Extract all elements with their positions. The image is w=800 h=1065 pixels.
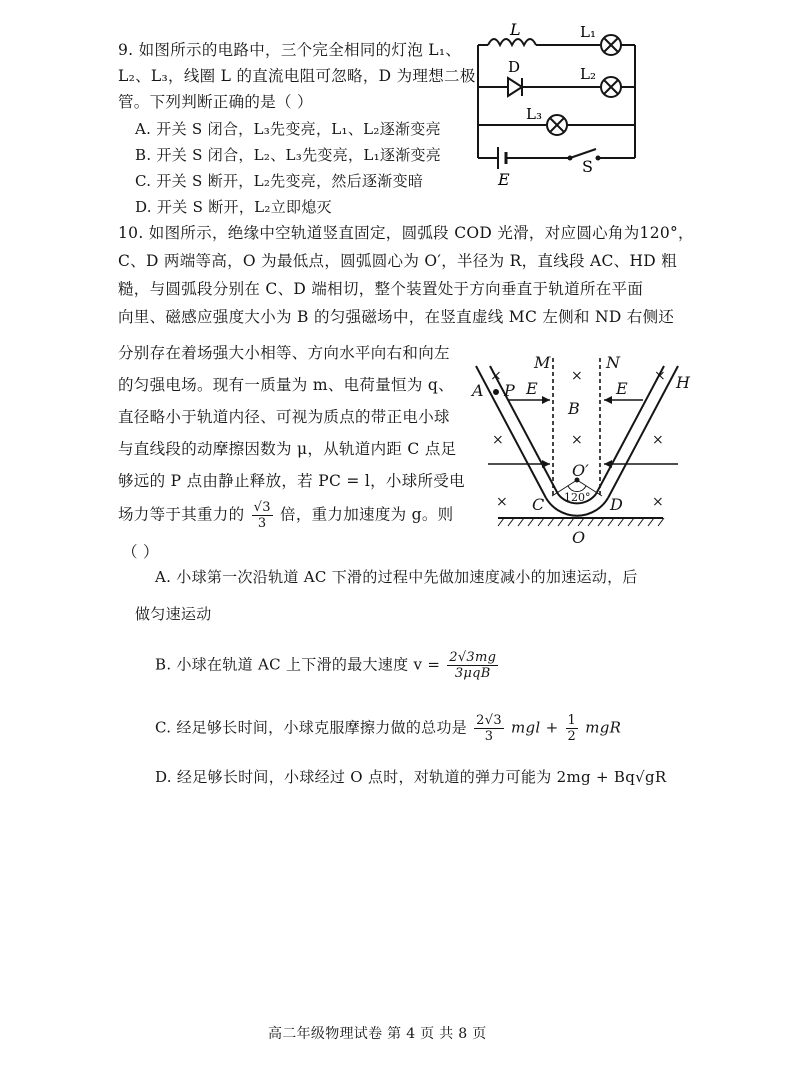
label-l2: L₂	[580, 65, 596, 83]
label-angle: 120°	[564, 491, 591, 504]
q9-line-3: 管。下列判断正确的是（ ）	[118, 93, 313, 111]
label-a: A	[472, 381, 484, 400]
label-e-right: E	[616, 379, 628, 398]
q9-option-c: C. 开关 S 断开，L₂先变亮，然后逐渐变暗	[135, 172, 424, 190]
q9-option-b: B. 开关 S 闭合，L₂、L₃先变亮，L₁逐渐变亮	[135, 146, 442, 164]
label-d: D	[610, 495, 623, 514]
option-c-mgl: mgl +	[510, 718, 559, 737]
cross-mark: ×	[490, 368, 502, 384]
cross-mark: ×	[496, 494, 508, 510]
q10-line-6: 的匀强电场。现有一质量为 m、电荷量恒为 q、	[118, 376, 454, 394]
q9-line-1: 9. 如图所示的电路中，三个完全相同的灯泡 L₁、	[118, 41, 462, 59]
q10-option-a-line-2: 做匀速运动	[135, 605, 212, 623]
cross-mark: ×	[571, 432, 583, 448]
fraction-numerator: 2√3mg	[449, 650, 497, 665]
option-c-mgr: mgR	[585, 718, 622, 737]
fraction-denominator: 3μqB	[454, 666, 491, 681]
fraction-denominator: 2	[567, 729, 577, 744]
track-diagram	[468, 348, 698, 548]
cross-mark: ×	[654, 368, 666, 384]
label-s: S	[582, 157, 593, 176]
sqrt3-over-3-fraction	[252, 500, 273, 531]
label-c: C	[532, 495, 545, 514]
q10-option-c	[155, 713, 621, 744]
q10-line-5: 分别存在着场强大小相等、方向水平向右和向左	[118, 344, 450, 362]
q10-option-b	[155, 650, 500, 681]
fraction-denominator: 3	[257, 516, 267, 531]
label-o: O	[572, 528, 586, 547]
option-b-text: B. 小球在轨道 AC 上下滑的最大速度 v =	[155, 655, 441, 674]
inductor-coil	[488, 39, 536, 45]
q9-option-a: A. 开关 S 闭合，L₃先变亮，L₁、L₂逐渐变亮	[135, 120, 441, 138]
q10-line-10-start: 场力等于其重力的	[118, 505, 245, 524]
fraction-2sqrt3-over-3	[474, 713, 504, 744]
label-l3: L₃	[526, 105, 542, 123]
q9-option-d: D. 开关 S 断开，L₂立即熄灭	[135, 198, 332, 216]
q10-line-1: 10. 如图所示，绝缘中空轨道竖直固定，圆弧段 COD 光滑，对应圆心角为120°，	[118, 224, 694, 242]
q10-line-7: 直径略小于轨道内径、可视为质点的带正电小球	[118, 408, 450, 426]
label-e: E	[498, 170, 510, 189]
max-velocity-fraction	[447, 650, 498, 681]
label-p: P	[504, 381, 515, 400]
fraction-one-half	[566, 713, 579, 744]
label-l: L	[510, 20, 521, 39]
fraction-denominator: 3	[484, 729, 494, 744]
q10-line-9: 够远的 P 点由静止释放，若 PC = l，小球所受电	[118, 472, 465, 490]
q10-line-4: 向里、磁感应强度大小为 B 的匀强磁场中，在竖直虚线 MC 左侧和 ND 右侧还	[118, 308, 675, 326]
label-h: H	[676, 373, 690, 392]
label-e-left: E	[526, 379, 538, 398]
label-m: M	[534, 353, 551, 372]
label-n: N	[606, 353, 620, 372]
cross-mark: ×	[652, 432, 664, 448]
q10-option-d: D. 经足够长时间，小球经过 O 点时，对轨道的弹力可能为 2mg + Bq√gR	[155, 768, 667, 786]
circuit-diagram	[470, 15, 660, 190]
label-b: B	[568, 399, 580, 418]
q10-answer-paren: （ ）	[122, 543, 159, 561]
q10-line-3: 糙，与圆弧段分别在 C、D 端相切，整个装置处于方向垂直于轨道所在平面	[118, 280, 644, 298]
cross-mark: ×	[571, 368, 583, 384]
fraction-numerator: 1	[567, 713, 577, 728]
q10-line-10-end: 倍，重力加速度为 g。则	[280, 505, 454, 524]
q10-line-8: 与直线段的动摩擦因数为 μ，从轨道内距 C 点足	[118, 440, 457, 458]
q9-line-2: L₂、L₃，线圈 L 的直流电阻可忽略，D 为理想二极	[118, 67, 476, 85]
q10-line-10	[118, 500, 453, 531]
fraction-numerator: 2√3	[476, 713, 502, 728]
point-p	[493, 389, 499, 395]
page-footer: 高二年级物理试卷 第 4 页 共 8 页	[268, 1026, 487, 1042]
cross-mark: ×	[492, 432, 504, 448]
fraction-numerator: √3	[253, 500, 271, 515]
label-oprime: O′	[572, 461, 589, 480]
diode-d	[508, 78, 522, 96]
cross-mark: ×	[652, 494, 664, 510]
label-l1: L₁	[580, 23, 596, 41]
q10-option-a-line-1: A. 小球第一次沿轨道 AC 下滑的过程中先做加速度减小的加速运动，后	[155, 568, 638, 586]
q10-line-2: C、D 两端等高，O 为最低点，圆弧圆心为 O′，半径为 R，直线段 AC、HD 粗	[118, 252, 678, 270]
label-d: D	[508, 58, 521, 76]
option-c-text: C. 经足够长时间，小球克服摩擦力做的总功是	[155, 718, 468, 737]
